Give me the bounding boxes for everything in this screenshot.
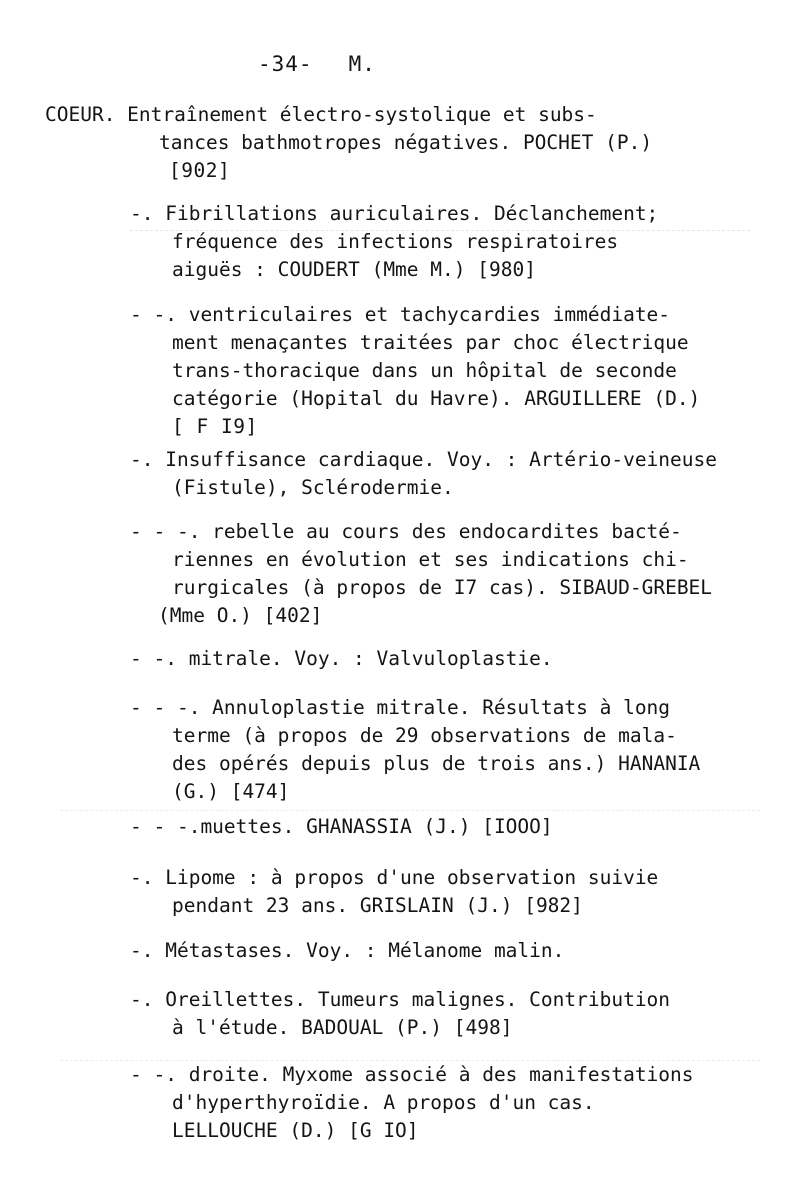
entry-line: aiguës : COUDERT (Mme M.) [980] bbox=[172, 258, 536, 281]
entry-line: riennes en évolution et ses indications chi- bbox=[172, 548, 689, 571]
index-entry bbox=[130, 1061, 694, 1145]
entry-line: LELLOUCHE (D.) [G IO] bbox=[172, 1119, 419, 1142]
entry-line: -. Oreillettes. Tumeurs malignes. Contribution bbox=[130, 988, 671, 1011]
entry-line: fréquence des infections respiratoires bbox=[172, 230, 619, 253]
entry-line: -. Insuffisance cardiaque. Voy. : Artério-veineuse bbox=[130, 448, 717, 471]
entry-line: - -. ventriculaires et tachycardies immédiate- bbox=[130, 303, 671, 326]
index-entry bbox=[130, 301, 700, 441]
entry-reference: [902] bbox=[169, 159, 231, 182]
show-through-mark bbox=[60, 1040, 760, 1061]
index-entry bbox=[130, 937, 564, 965]
entry-reference: [ F I9] bbox=[172, 415, 258, 438]
entry-line: pendant 23 ans. GRISLAIN (J.) [982] bbox=[172, 894, 583, 917]
entry-line: - -. droite. Myxome associé à des manifestations bbox=[130, 1063, 694, 1086]
entry-line: terme (à propos de 29 observations de mala- bbox=[172, 724, 677, 747]
index-entry bbox=[130, 694, 700, 806]
entry-line: à l'étude. BADOUAL (P.) [498] bbox=[172, 1016, 513, 1039]
entry-line: tances bathmotropes négatives. POCHET (P.) bbox=[159, 131, 653, 154]
index-entry bbox=[130, 200, 658, 284]
entry-line: des opérés depuis plus de trois ans.) HANANIA bbox=[172, 752, 701, 775]
index-entry bbox=[130, 518, 712, 630]
page-header bbox=[258, 52, 376, 76]
entry-line: rurgicales (à propos de I7 cas). SIBAUD-GREBEL bbox=[172, 576, 713, 599]
entry-line: (Fistule), Sclérodermie. bbox=[172, 476, 454, 499]
index-entry bbox=[130, 645, 553, 673]
entry-line: (Mme O.) [402] bbox=[158, 604, 323, 627]
entry-line: catégorie (Hopital du Havre). ARGUILLERE (D.) bbox=[172, 387, 701, 410]
entry-line: -. Lipome : à propos d'une observation suivie bbox=[130, 866, 659, 889]
entry-line: trans-thoracique dans un hôpital de seconde bbox=[172, 359, 677, 382]
section-letter: M. bbox=[348, 52, 376, 76]
index-entry bbox=[130, 986, 670, 1042]
entry-line: - - -. rebelle au cours des endocardites bacté- bbox=[130, 520, 682, 543]
index-entry bbox=[45, 101, 652, 185]
entry-line: (G.) [474] bbox=[172, 780, 290, 803]
page-number: -34- bbox=[258, 52, 313, 76]
entry-line: - - -.muettes. GHANASSIA (J.) [IOOO] bbox=[130, 815, 553, 838]
entry-line: d'hyperthyroïdie. A propos d'un cas. bbox=[172, 1091, 595, 1114]
entry-line: ment menaçantes traitées par choc électrique bbox=[172, 331, 689, 354]
entry-line: -. Métastases. Voy. : Mélanome malin. bbox=[130, 939, 565, 962]
index-entry bbox=[130, 864, 658, 920]
entry-line: COEUR. Entraînement électro-systolique et subs- bbox=[45, 103, 597, 126]
index-entry bbox=[130, 446, 717, 502]
entry-line: - -. mitrale. Voy. : Valvuloplastie. bbox=[130, 647, 553, 670]
index-entry bbox=[130, 813, 553, 841]
entry-line: -. Fibrillations auriculaires. Déclanchement; bbox=[130, 202, 659, 225]
entry-line: - - -. Annuloplastie mitrale. Résultats à long bbox=[130, 696, 671, 719]
